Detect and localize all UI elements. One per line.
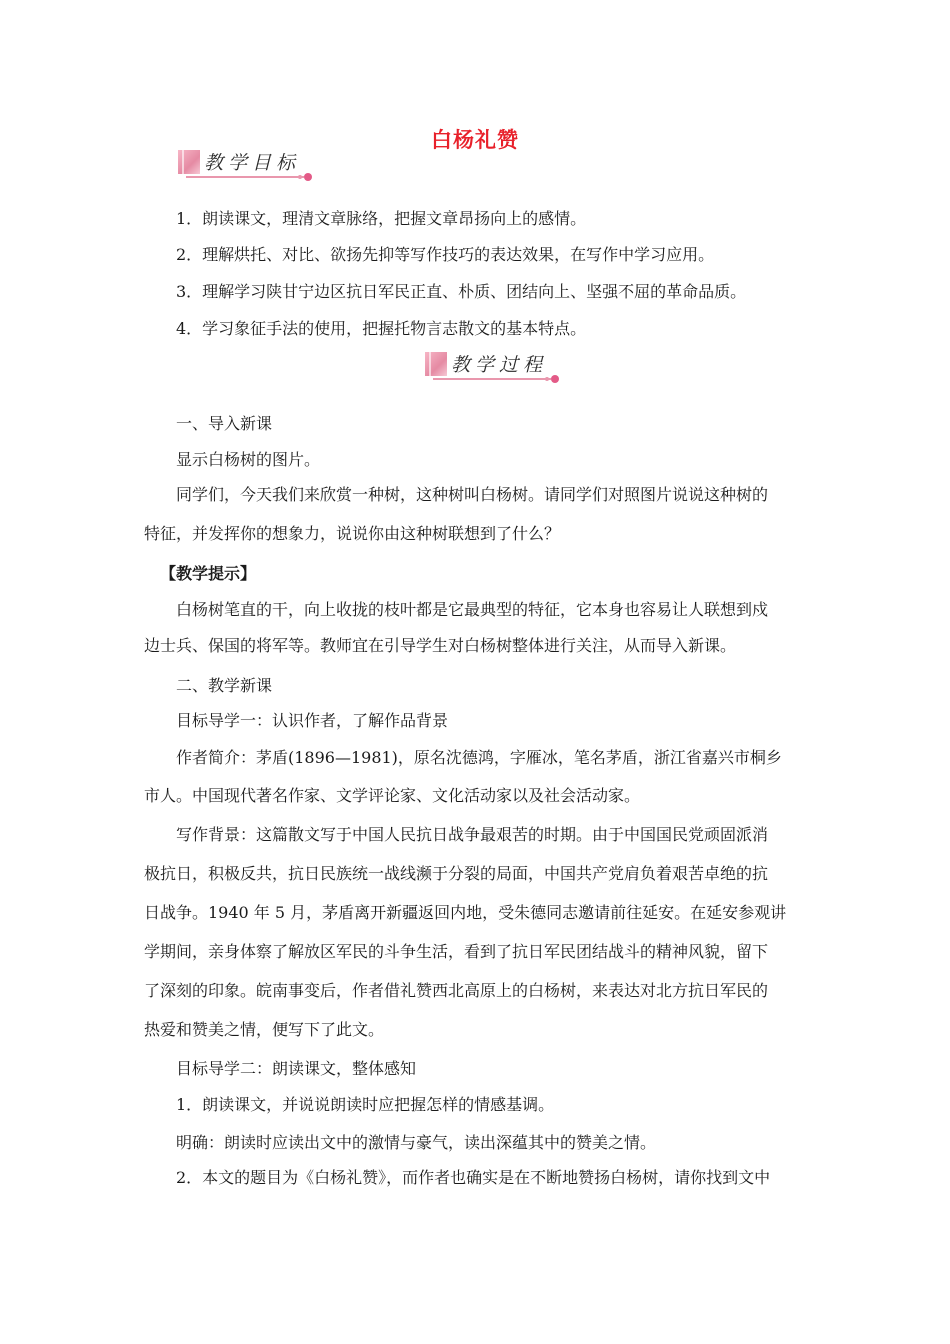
paragraph-line: 1．朗读课文，并说说朗读时应把握怎样的情感基调。 bbox=[176, 1095, 555, 1114]
objective-item: 3．理解学习陕甘宁边区抗日军民正直、朴质、团结向上、坚强不屈的革命品质。 bbox=[176, 282, 747, 301]
objective-item: 1．朗读课文，理清文章脉络，把握文章昂扬向上的感情。 bbox=[176, 209, 587, 228]
paragraph-line: 写作背景：这篇散文写于中国人民抗日战争最艰苦的时期。由于中国国民党顽固派消 bbox=[176, 825, 769, 844]
banner-decoration bbox=[425, 352, 447, 376]
paragraph-line: 目标导学二：朗读课文，整体感知 bbox=[176, 1059, 417, 1078]
paragraph-line: 边士兵、保国的将军等。教师宜在引导学生对白杨树整体进行关注，从而导入新课。 bbox=[144, 636, 737, 655]
section-heading: 二、教学新课 bbox=[176, 676, 273, 695]
banner-underline bbox=[186, 176, 304, 178]
banner-underline bbox=[433, 378, 551, 380]
paragraph-line: 明确：朗读时应读出文中的激情与豪气，读出深蕴其中的赞美之情。 bbox=[176, 1133, 657, 1152]
process-heading: 教学过程 bbox=[451, 354, 548, 376]
objectives-heading: 教学目标 bbox=[204, 152, 301, 174]
paragraph-line: 市人。中国现代著名作家、文学评论家、文化活动家以及社会活动家。 bbox=[144, 786, 641, 805]
process-banner bbox=[425, 350, 565, 384]
teaching-tip-label: 【教学提示】 bbox=[160, 564, 257, 583]
paragraph-line: 学期间，亲身体察了解放区军民的斗争生活，看到了抗日军民团结战斗的精神风貌，留下 bbox=[144, 942, 769, 961]
document-title: 白杨礼赞 bbox=[431, 128, 519, 152]
paragraph-line: 同学们，今天我们来欣赏一种树，这种树叫白杨树。请同学们对照图片说说这种树的 bbox=[176, 485, 769, 504]
paragraph-line: 目标导学一：认识作者，了解作品背景 bbox=[176, 711, 449, 730]
paragraph-line: 显示白杨树的图片。 bbox=[176, 450, 321, 469]
paragraph-line: 极抗日，积极反共，抗日民族统一战线濒于分裂的局面，中国共产党肩负着艰苦卓绝的抗 bbox=[144, 864, 769, 883]
paragraph-line: 白杨树笔直的干，向上收拢的枝叶都是它最典型的特征，它本身也容易让人联想到戍 bbox=[176, 600, 769, 619]
objectives-banner bbox=[178, 148, 318, 182]
banner-dot bbox=[551, 375, 559, 383]
paragraph-line: 2．本文的题目为《白杨礼赞》，而作者也确实是在不断地赞扬白杨树，请你找到文中 bbox=[176, 1168, 771, 1187]
objective-item: 2．理解烘托、对比、欲扬先抑等写作技巧的表达效果，在写作中学习应用。 bbox=[176, 245, 715, 264]
paragraph-line: 热爱和赞美之情，便写下了此文。 bbox=[144, 1020, 385, 1039]
paragraph-line: 日战争。1940 年 5 月，茅盾离开新疆返回内地，受朱德同志邀请前往延安。在延安参观讲 bbox=[144, 903, 787, 922]
objective-item: 4．学习象征手法的使用，把握托物言志散文的基本特点。 bbox=[176, 319, 587, 338]
paragraph-line: 作者简介：茅盾(1896—1981)，原名沈德鸿，字雁冰，笔名茅盾，浙江省嘉兴市桐乡 bbox=[176, 748, 782, 767]
paragraph-line: 特征，并发挥你的想象力，说说你由这种树联想到了什么？ bbox=[144, 524, 561, 543]
banner-decoration bbox=[178, 150, 200, 174]
banner-dot bbox=[304, 173, 312, 181]
paragraph-line: 了深刻的印象。皖南事变后，作者借礼赞西北高原上的白杨树，来表达对北方抗日军民的 bbox=[144, 981, 769, 1000]
section-heading: 一、导入新课 bbox=[176, 414, 273, 433]
